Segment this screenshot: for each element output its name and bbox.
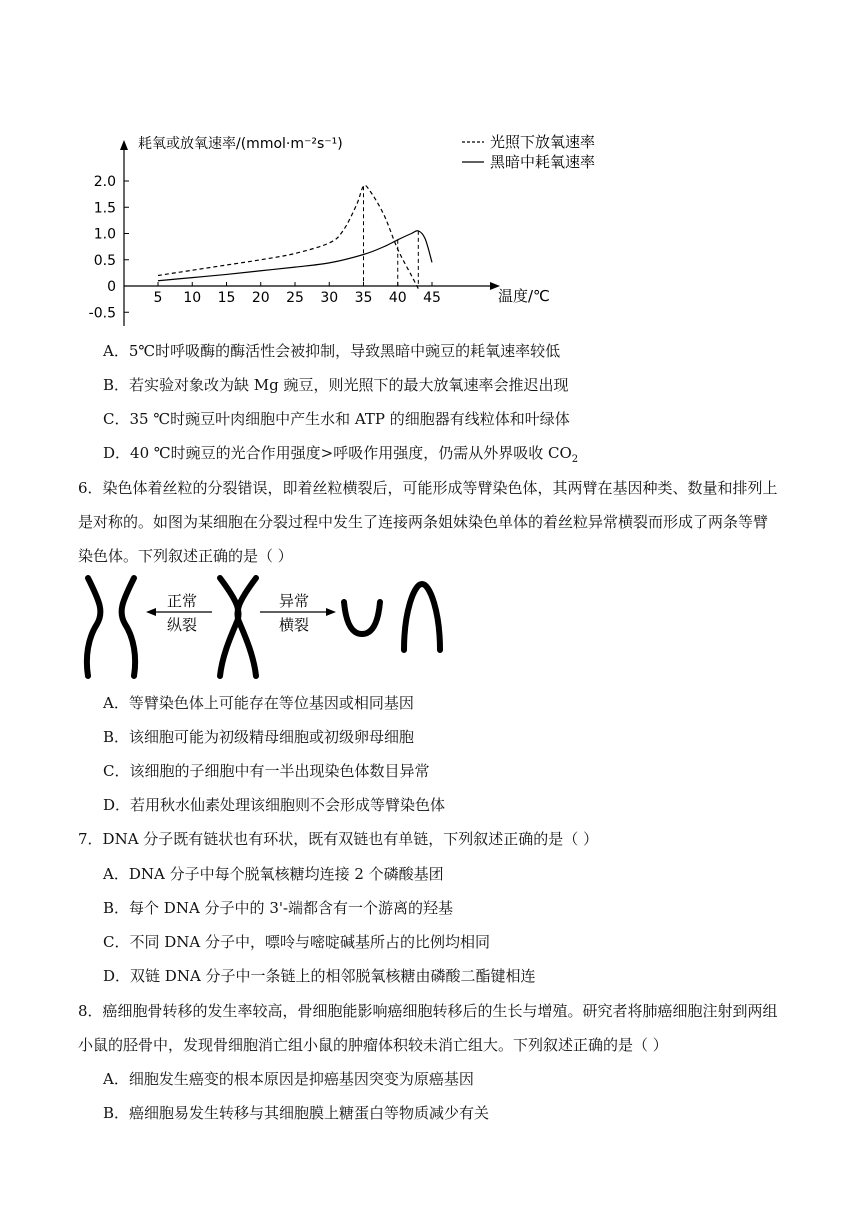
q6-stem-line-2: 是对称的。如图为某细胞在分裂过程中发生了连接两条姐妹染色单体的着丝粒异常横裂而形成了两条等臂 (78, 513, 769, 531)
x-tick-label: 5 (153, 290, 163, 306)
x-tick-label: 15 (217, 290, 236, 306)
y-tick-label: -0.5 (88, 305, 116, 322)
y-axis-label: 耗氧或放氧速率/(mmol·m⁻²s⁻¹) (138, 136, 343, 152)
q8-option-b: B．癌细胞易发生转移与其细胞膜上糖蛋白等物质减少有关 (103, 1104, 490, 1122)
x-tick-label: 30 (320, 290, 339, 306)
oxygen-rate-chart (0, 0, 868, 330)
label-abnormal: 异常 (278, 592, 310, 610)
q7-option-a: A．DNA 分子中每个脱氧核糖均连接 2 个磷酸基团 (103, 865, 444, 883)
chromatid-left-1 (87, 578, 101, 676)
q7-option-c: C．不同 DNA 分子中，嘌呤与嘧啶碱基所占的比例均相同 (103, 933, 491, 951)
y-tick-label: 0.5 (93, 252, 116, 269)
arrow-head-right-icon (326, 608, 336, 616)
q6-option-b: B．该细胞可能为初级精母细胞或初级卵母细胞 (103, 728, 415, 746)
q5-option-b: B．若实验对象改为缺 Mg 豌豆，则光照下的最大放氧速率会推迟出现 (103, 376, 569, 394)
q7-option-b: B．每个 DNA 分子中的 3'-端都含有一个游离的羟基 (103, 899, 454, 917)
chromosome-division-diagram (70, 572, 470, 682)
series-light-oxygen-release (158, 185, 418, 288)
q5-option-d: D．40 ℃时豌豆的光合作用强度>呼吸作用强度，仍需从外界吸收 $CO_2$ (103, 444, 579, 465)
q6-option-a: A．等臂染色体上可能存在等位基因或相同基因 (103, 694, 414, 712)
series-dark-oxygen-consumption (158, 231, 432, 281)
q8-option-a: A．细胞发生癌变的根本原因是抑癌基因突变为原癌基因 (103, 1070, 474, 1088)
q8-stem-line-2: 小鼠的胫骨中，发现骨细胞消亡组小鼠的肿瘤体积较未消亡组大。下列叙述正确的是（ ） (78, 1036, 668, 1054)
isochromosome-arch (404, 584, 440, 650)
y-tick-label: 2.0 (93, 174, 116, 190)
label-longitudinal: 纵裂 (166, 616, 198, 634)
chromatid-left-2 (122, 578, 136, 676)
y-axis-arrow-icon (120, 140, 128, 150)
y-tick-label: 1.0 (93, 226, 116, 243)
x-tick-label: 40 (388, 290, 407, 306)
q6-option-c: C．该细胞的子细胞中有一半出现染色体数目异常 (103, 762, 430, 780)
chromosome-x-left (220, 578, 239, 676)
x-tick-label: 35 (354, 290, 373, 306)
isochromosome-u (344, 602, 380, 634)
legend-label: 黑暗中耗氧速率 (490, 153, 596, 171)
x-tick-label: 20 (251, 290, 270, 306)
legend-label: 光照下放氧速率 (490, 133, 596, 151)
q6-stem-line-3: 染色体。下列叙述正确的是（ ） (78, 547, 293, 565)
label-normal: 正常 (166, 592, 198, 610)
q5-option-c: C．35 ℃时豌豆叶肉细胞中产生水和 ATP 的细胞器有线粒体和叶绿体 (103, 410, 570, 428)
x-tick-label: 10 (183, 290, 202, 306)
q8-stem-line-1: 8．癌细胞骨转移的发生率较高，骨细胞能影响癌细胞转移后的生长与增殖。研究者将肺癌细胞注射到两组 (78, 1002, 778, 1020)
q7-stem: 7．DNA 分子既有链状也有环状，既有双链也有单链，下列叙述正确的是（ ） (78, 830, 599, 848)
q6-stem-line-1: 6．染色体着丝粒的分裂错误，即着丝粒横裂后，可能形成等臂染色体，其两臂在基因种类、数量和排列上 (78, 479, 778, 497)
y-tick-label: 0 (107, 279, 116, 295)
q6-option-d: D．若用秋水仙素处理该细胞则不会形成等臂染色体 (103, 796, 446, 814)
label-transverse: 横裂 (278, 616, 310, 634)
q5-option-a: A．5℃时呼吸酶的酶活性会被抑制，导致黑暗中豌豆的耗氧速率较低 (103, 342, 561, 360)
x-tick-label: 25 (286, 290, 304, 306)
arrow-head-left-icon (146, 608, 156, 616)
y-tick-label: 1.5 (93, 200, 116, 217)
x-tick-label: 45 (423, 290, 441, 306)
x-axis-label: 温度/℃ (498, 287, 550, 305)
chromosome-x-right (237, 578, 256, 676)
q7-option-d: D．双链 DNA 分子中一条链上的相邻脱氧核糖由磷酸二酯键相连 (103, 967, 536, 985)
